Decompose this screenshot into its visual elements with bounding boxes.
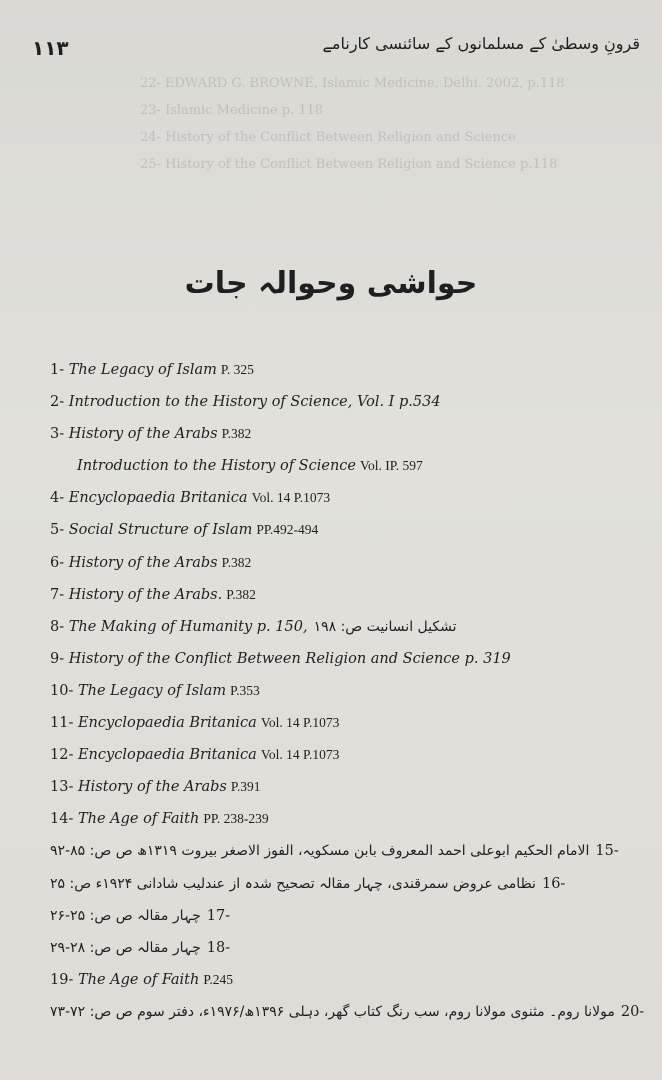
note-number: 20- bbox=[620, 1003, 645, 1020]
note-title: The Legacy of Islam bbox=[77, 682, 227, 699]
note-title: History of the Conflict Between Religion and Science p. 319 bbox=[68, 650, 511, 667]
note-item bbox=[50, 805, 640, 837]
note-item bbox=[50, 677, 640, 709]
note-number: 14- bbox=[50, 811, 74, 828]
note-title: The Making of Humanity p. 150, bbox=[68, 618, 308, 635]
note-item bbox=[50, 356, 640, 388]
note-item bbox=[50, 613, 640, 645]
note-number: 11- bbox=[50, 715, 74, 732]
note-page-ref: PP.492-494 bbox=[256, 522, 319, 538]
note-title: Encyclopaedia Britanica bbox=[77, 747, 257, 764]
note-page-ref: P.382 bbox=[226, 586, 256, 602]
note-page-ref: P.245 bbox=[203, 971, 233, 987]
note-item bbox=[50, 388, 640, 420]
running-head bbox=[32, 32, 640, 62]
note-page-ref: Vol. 14 P.1073 bbox=[260, 715, 340, 731]
note-title: Encyclopaedia Britanica bbox=[77, 715, 257, 732]
note-number: 13- bbox=[50, 779, 74, 796]
note-title: The Age of Faith bbox=[77, 811, 200, 828]
note-title: Introduction to the History of Science, Vol. I p.534 bbox=[68, 394, 441, 411]
note-item bbox=[50, 645, 640, 677]
note-number: 15- bbox=[595, 843, 619, 860]
note-item bbox=[50, 902, 640, 934]
note-urdu-ref: تشکیل انسانیت ص: ۱۹۸ bbox=[313, 618, 457, 635]
note-citation-urdu: مولانا روم۔ مثنوی مولانا روم، سب رنگ کتاب گھر، دہلی ۱۳۹۶ھ/۱۹۷۶ء، دفتر سوم ص ص: ۷۲-۷۳ bbox=[50, 1003, 615, 1020]
note-page-ref: P.391 bbox=[230, 779, 261, 795]
note-number: 7- bbox=[50, 586, 65, 603]
note-item bbox=[50, 870, 640, 902]
note-title: Encyclopaedia Britanica bbox=[68, 490, 248, 507]
note-citation-urdu: الامام الحکیم ابوعلی احمد المعروف بابن مسکویہ، الفوز الاصغر بیروت ۱۳۱۹ھ ص ص: ۸۵-۹۲ bbox=[50, 843, 590, 860]
note-number: 3- bbox=[50, 426, 65, 443]
note-page-ref: Vol. 14 P.1073 bbox=[251, 490, 331, 506]
notes-list bbox=[50, 356, 645, 1030]
section-heading: حواشی وحوالہ جات bbox=[184, 266, 478, 301]
note-citation-urdu: چہار مقالہ ص ص: ۲۸-۲۹ bbox=[50, 939, 201, 956]
note-page-ref: P.382 bbox=[221, 554, 252, 570]
note-number: 4- bbox=[50, 490, 65, 507]
bleed-line: 23- Islamic Medicine p. 118 bbox=[140, 103, 324, 118]
note-page-ref: P.382 bbox=[221, 426, 252, 442]
note-page-ref: P.353 bbox=[230, 682, 260, 698]
note-page-ref: Vol. 14 P.1073 bbox=[260, 747, 340, 763]
bleed-line: 24- History of the Conflict Between Religion and Science bbox=[140, 130, 516, 145]
bleed-through-text bbox=[140, 70, 660, 250]
note-page-ref: PP. 238-239 bbox=[203, 811, 269, 827]
note-item bbox=[50, 934, 640, 966]
note-number: 12- bbox=[50, 747, 74, 764]
note-title: Social Structure of Islam bbox=[68, 522, 253, 539]
note-item bbox=[50, 516, 640, 548]
note-item bbox=[50, 452, 640, 484]
note-title: History of the Arabs. bbox=[68, 586, 223, 603]
note-page-ref: Vol. IP. 597 bbox=[360, 458, 423, 474]
page-number: ۱۱۳ bbox=[32, 36, 69, 60]
note-number: 6- bbox=[50, 554, 65, 571]
note-number: 18- bbox=[206, 939, 231, 956]
note-item bbox=[50, 709, 640, 741]
note-item bbox=[50, 773, 640, 805]
note-page-ref: P. 325 bbox=[220, 362, 254, 377]
note-item bbox=[50, 966, 640, 998]
note-number: 8- bbox=[50, 618, 65, 635]
note-title: The Age of Faith bbox=[77, 971, 200, 988]
note-item bbox=[50, 549, 640, 581]
note-number: 17- bbox=[206, 907, 231, 924]
note-item bbox=[50, 581, 640, 613]
note-number: 16- bbox=[541, 875, 566, 892]
note-item bbox=[50, 420, 640, 452]
note-number: 5- bbox=[50, 522, 65, 539]
note-number: 19- bbox=[50, 971, 74, 988]
note-title: Introduction to the History of Science bbox=[77, 458, 356, 475]
note-title: History of the Arabs bbox=[68, 426, 218, 443]
bleed-line: 22- EDWARD G. BROWNE, Islamic Medicine, Delhi. 2002, p.118 bbox=[140, 76, 565, 91]
note-item bbox=[50, 837, 640, 869]
bleed-line: 25- History of the Conflict Between Religion and Science p.118 bbox=[140, 157, 558, 172]
note-number: 1- bbox=[50, 362, 65, 378]
note-item bbox=[50, 741, 640, 773]
note-title: The Legacy of Islam bbox=[68, 362, 217, 378]
note-number: 10- bbox=[50, 682, 74, 699]
note-number: 2- bbox=[50, 394, 65, 411]
note-item bbox=[50, 484, 640, 516]
note-title: History of the Arabs bbox=[68, 554, 218, 571]
note-number: 9- bbox=[50, 650, 65, 667]
note-title: History of the Arabs bbox=[77, 779, 227, 796]
note-citation-urdu: چہار مقالہ ص ص: ۲۵-۲۶ bbox=[50, 907, 201, 924]
note-citation-urdu: نظامی عروض سمرقندی، چہار مقالہ تصحیح شدہ از عندلیب شادانی ۱۹۲۴ء ص: ۲۵ bbox=[50, 875, 536, 892]
running-title: قرونِ وسطیٰ کے مسلمانوں کے سائنسی کارنامے bbox=[322, 34, 640, 53]
note-item bbox=[50, 998, 645, 1030]
